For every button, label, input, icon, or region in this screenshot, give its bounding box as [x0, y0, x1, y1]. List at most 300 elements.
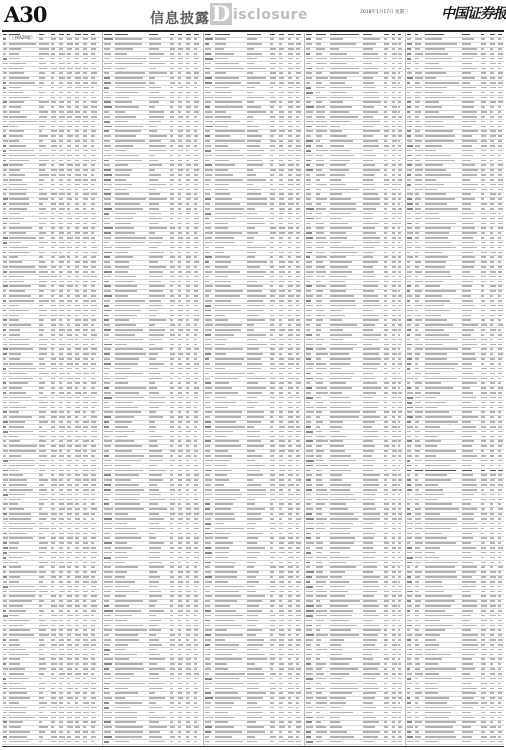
- table-cell-text: [59, 450, 62, 452]
- table-cell-text: [205, 625, 210, 627]
- table-cell-text: [205, 111, 212, 113]
- table-cell-text: [270, 150, 275, 152]
- table-cell-text: [270, 542, 273, 544]
- table-cell-text: [194, 223, 199, 225]
- table-cell-text: [205, 547, 211, 549]
- table-cell-text: [247, 310, 263, 312]
- table-cell-text: [178, 111, 181, 113]
- table-cell-text: [306, 130, 313, 132]
- table-cell-text: [59, 537, 64, 539]
- table-cell-text: [205, 72, 210, 74]
- table-cell-text: [149, 53, 164, 55]
- table-cell-text: [178, 537, 183, 539]
- table-cell-text: [270, 252, 273, 254]
- table-cell-text: [75, 218, 79, 220]
- table-cell-text: [75, 547, 79, 549]
- table-cell-text: [247, 184, 253, 186]
- table-cell-text: [67, 348, 71, 350]
- table-cell-text: [205, 470, 212, 472]
- table-cell-text: [3, 586, 8, 588]
- table-cell-text: [9, 688, 26, 690]
- table-cell-text: [75, 571, 79, 573]
- table-cell-text: [270, 692, 275, 694]
- table-cell-text: [296, 290, 301, 292]
- table-cell-text: [83, 426, 88, 428]
- table-cell-text: [51, 455, 56, 457]
- table-cell-text: [59, 600, 63, 602]
- table-cell-text: [288, 741, 294, 743]
- table-cell-text: [178, 436, 181, 438]
- table-cell-text: [67, 595, 72, 597]
- table-cell-text: [104, 537, 110, 539]
- table-cell-text: [270, 358, 274, 360]
- table-cell-text: [67, 663, 73, 665]
- table-cell-text: [104, 130, 109, 132]
- table-cell-text: [9, 135, 23, 137]
- table-cell-text: [296, 48, 300, 50]
- table-cell-text: [67, 508, 72, 510]
- table-cell-text: [115, 683, 145, 685]
- table-cell-text: [279, 319, 282, 321]
- table-cell-text: [170, 489, 175, 491]
- table-cell-text: [194, 184, 198, 186]
- table-cell-text: [270, 571, 274, 573]
- table-cell-text: [384, 150, 389, 152]
- table-cell-text: [59, 34, 64, 36]
- table-cell-text: [194, 581, 199, 583]
- table-cell-text: [149, 673, 159, 675]
- table-cell-text: [75, 450, 81, 452]
- table-cell-text: [186, 198, 191, 200]
- table-cell-text: [296, 77, 299, 79]
- table-cell-text: [91, 373, 95, 375]
- table-cell-text: [186, 431, 191, 433]
- table-cell-text: [205, 300, 212, 302]
- table-cell-text: [247, 92, 253, 94]
- table-cell-text: [75, 712, 81, 714]
- table-cell-text: [215, 348, 243, 350]
- table-cell-text: [59, 285, 64, 287]
- table-cell-text: [149, 600, 157, 602]
- table-cell-text: [194, 605, 198, 607]
- table-cell-text: [170, 426, 174, 428]
- table-cell-text: [270, 712, 274, 714]
- table-cell-text: [215, 218, 236, 220]
- table-cell-text: [178, 135, 183, 137]
- table-cell-text: [330, 126, 340, 128]
- table-cell-text: [115, 387, 146, 389]
- table-cell-text: [296, 247, 300, 249]
- table-cell-text: [104, 135, 111, 137]
- table-cell-text: [51, 184, 55, 186]
- table-cell-text: [170, 276, 175, 278]
- table-cell-text: [247, 319, 265, 321]
- table-cell-text: [316, 53, 322, 55]
- table-cell-text: [67, 34, 70, 36]
- table-cell-text: [270, 474, 275, 476]
- table-cell-text: [83, 494, 89, 496]
- table-cell-text: [39, 203, 43, 205]
- table-cell-text: [194, 135, 198, 137]
- table-cell-text: [288, 271, 291, 273]
- table-cell-text: [296, 121, 300, 123]
- table-cell-text: [51, 140, 56, 142]
- table-cell-text: [306, 82, 310, 84]
- table-cell-text: [115, 106, 139, 108]
- table-cell-text: [59, 503, 64, 505]
- table-cell-text: [178, 731, 181, 733]
- table-cell-text: [9, 169, 20, 171]
- table-cell-text: [270, 697, 274, 699]
- table-cell-text: [247, 605, 259, 607]
- table-cell-text: [51, 586, 54, 588]
- table-cell-text: [67, 542, 72, 544]
- table-cell-text: [205, 499, 210, 501]
- table-cell-text: [296, 445, 301, 447]
- table-cell-text: [9, 179, 22, 181]
- table-cell-text: [363, 87, 375, 89]
- table-cell-text: [91, 562, 96, 564]
- table-cell-text: [75, 503, 79, 505]
- table-cell-text: [59, 300, 64, 302]
- table-cell-text: [83, 368, 87, 370]
- table-cell-text: [3, 629, 6, 631]
- table-cell-text: [205, 411, 212, 413]
- table-cell-text: [279, 92, 284, 94]
- table-cell-text: [3, 300, 6, 302]
- table-cell-text: [83, 363, 88, 365]
- table-cell-text: [149, 58, 160, 60]
- table-cell-text: [115, 673, 134, 675]
- table-cell-text: [215, 300, 231, 302]
- table-cell-text: [170, 537, 173, 539]
- table-cell-text: [178, 53, 181, 55]
- table-cell-text: [9, 455, 21, 457]
- table-cell-text: [363, 106, 374, 108]
- table-cell-text: [247, 300, 263, 302]
- table-cell-text: [83, 198, 88, 200]
- table-cell-text: [205, 392, 212, 394]
- table-cell-text: [215, 387, 232, 389]
- table-cell-text: [205, 135, 210, 137]
- table-cell-text: [3, 402, 7, 404]
- table-cell-text: [9, 591, 36, 593]
- table-cell-text: [288, 663, 293, 665]
- table-cell-text: [296, 63, 300, 65]
- table-cell-text: [186, 353, 190, 355]
- table-cell-text: [104, 48, 110, 50]
- table-cell-text: [39, 116, 47, 118]
- table-cell-text: [91, 247, 97, 249]
- table-cell-text: [91, 256, 96, 258]
- table-cell-text: [178, 426, 181, 428]
- table-cell-text: [51, 688, 55, 690]
- table-cell-text: [75, 576, 81, 578]
- table-cell-text: [75, 421, 79, 423]
- table-cell-text: [296, 281, 300, 283]
- table-cell-text: [39, 605, 42, 607]
- table-cell-text: [9, 150, 34, 152]
- table-cell-text: [59, 470, 64, 472]
- table-cell-text: [279, 68, 283, 70]
- table-cell-text: [392, 63, 395, 65]
- table-cell-text: [104, 494, 110, 496]
- table-cell-text: [149, 620, 161, 622]
- table-cell-text: [39, 387, 44, 389]
- table-cell-text: [186, 101, 190, 103]
- table-cell-text: [296, 82, 300, 84]
- table-cell-text: [9, 252, 30, 254]
- table-cell-text: [115, 319, 129, 321]
- table-cell-text: [247, 34, 261, 36]
- table-cell-text: [270, 106, 274, 108]
- table-cell-text: [115, 600, 143, 602]
- table-cell-text: [205, 566, 210, 568]
- table-cell-text: [59, 232, 64, 234]
- table-cell-text: [205, 605, 210, 607]
- table-cell-text: [178, 179, 181, 181]
- table-cell-text: [194, 276, 199, 278]
- table-cell-text: [205, 169, 213, 171]
- table-cell-text: [104, 290, 111, 292]
- table-cell-text: [296, 198, 300, 200]
- table-cell-text: [39, 179, 44, 181]
- table-cell-text: [205, 557, 212, 559]
- table-cell-text: [270, 329, 275, 331]
- table-cell-text: [83, 232, 88, 234]
- table-cell-text: [91, 135, 95, 137]
- table-cell-text: [247, 663, 255, 665]
- table-cell-text: [330, 145, 344, 147]
- table-cell-text: [270, 731, 273, 733]
- table-cell-text: [170, 649, 173, 651]
- table-cell-text: [194, 97, 198, 99]
- table-cell-text: [51, 533, 55, 535]
- table-cell-text: [104, 218, 110, 220]
- table-cell-text: [215, 407, 228, 409]
- table-cell-text: [51, 116, 56, 118]
- table-cell-text: [170, 605, 173, 607]
- table-column: [305, 33, 403, 746]
- table-cell-text: [296, 537, 299, 539]
- table-cell-text: [83, 620, 87, 622]
- table-cell-text: [178, 252, 181, 254]
- table-cell-text: [83, 537, 87, 539]
- table-cell-text: [178, 470, 182, 472]
- table-cell-text: [83, 542, 88, 544]
- table-cell-text: [194, 227, 198, 229]
- table-cell-text: [186, 227, 189, 229]
- table-cell-text: [51, 717, 56, 719]
- table-cell-text: [3, 72, 7, 74]
- table-cell-text: [149, 610, 164, 612]
- table-cell-text: [194, 436, 197, 438]
- table-cell-text: [178, 557, 183, 559]
- table-cell-text: [194, 53, 197, 55]
- table-cell-text: [9, 552, 30, 554]
- table-cell-text: [330, 97, 353, 99]
- table-cell-text: [91, 421, 96, 423]
- table-cell-text: [115, 92, 138, 94]
- table-cell-text: [288, 489, 291, 491]
- table-cell-text: [91, 48, 96, 50]
- table-cell-text: [67, 140, 71, 142]
- table-cell-text: [205, 576, 212, 578]
- table-cell-text: [149, 692, 155, 694]
- table-cell-text: [279, 276, 283, 278]
- table-cell-text: [392, 87, 396, 89]
- table-cell-text: [115, 203, 140, 205]
- table-cell-text: [91, 285, 95, 287]
- table-cell-text: [247, 407, 254, 409]
- table-cell-text: [104, 503, 109, 505]
- table-cell-text: [3, 494, 8, 496]
- table-cell-text: [67, 126, 72, 128]
- table-cell-text: [39, 547, 47, 549]
- table-cell-text: [288, 348, 293, 350]
- table-cell-text: [149, 140, 161, 142]
- table-cell-text: [384, 121, 388, 123]
- table-cell-text: [178, 445, 182, 447]
- table-cell-text: [83, 450, 87, 452]
- table-cell-text: [104, 334, 109, 336]
- table-cell-text: [215, 290, 243, 292]
- table-cell-text: [170, 213, 174, 215]
- table-cell-text: [288, 436, 292, 438]
- table-cell-text: [296, 620, 301, 622]
- table-cell-text: [83, 629, 87, 631]
- table-cell-text: [247, 397, 257, 399]
- table-cell-text: [3, 474, 8, 476]
- table-cell-text: [215, 436, 227, 438]
- table-cell-text: [170, 68, 174, 70]
- table-cell-text: [178, 87, 183, 89]
- table-cell-text: [296, 513, 299, 515]
- table-cell-text: [104, 160, 109, 162]
- table-cell-text: [91, 707, 97, 709]
- table-cell-text: [83, 63, 87, 65]
- table-cell-text: [75, 595, 79, 597]
- table-cell-text: [67, 189, 71, 191]
- table-cell-text: [247, 450, 255, 452]
- table-cell-text: [149, 571, 157, 573]
- table-cell-text: [306, 92, 313, 94]
- table-cell-text: [75, 334, 78, 336]
- table-cell-text: [59, 688, 62, 690]
- table-cell-text: [3, 673, 6, 675]
- table-cell-text: [115, 97, 129, 99]
- table-cell-text: [178, 198, 181, 200]
- table-cell-text: [59, 145, 62, 147]
- table-cell-text: [270, 305, 274, 307]
- table-cell-text: [51, 605, 57, 607]
- table-cell-text: [39, 484, 44, 486]
- table-cell-text: [288, 513, 292, 515]
- table-cell-text: [296, 566, 299, 568]
- table-cell-text: [194, 353, 197, 355]
- table-cell-text: [296, 717, 300, 719]
- table-cell-text: [67, 130, 70, 132]
- table-cell-text: [194, 164, 198, 166]
- table-cell-text: [279, 683, 283, 685]
- table-cell-text: [186, 184, 189, 186]
- table-cell-text: [384, 77, 388, 79]
- table-cell-text: [194, 470, 198, 472]
- table-cell-text: [296, 261, 299, 263]
- table-cell-text: [205, 281, 209, 283]
- table-cell-text: [104, 547, 111, 549]
- table-cell-text: [186, 663, 191, 665]
- table-cell-text: [247, 562, 256, 564]
- table-cell-text: [91, 634, 95, 636]
- table-cell-text: [83, 717, 88, 719]
- table-cell-text: [170, 295, 174, 297]
- table-cell-text: [270, 736, 276, 738]
- table-cell-text: [59, 533, 64, 535]
- table-cell-text: [104, 731, 111, 733]
- table-cell-text: [9, 382, 28, 384]
- table-cell-text: [39, 34, 44, 36]
- table-cell-text: [279, 566, 284, 568]
- table-cell-text: [330, 53, 347, 55]
- table-cell-text: [149, 68, 156, 70]
- table-cell-text: [170, 266, 175, 268]
- table-cell-text: [205, 518, 211, 520]
- table-cell-text: [3, 479, 8, 481]
- table-cell-text: [59, 678, 64, 680]
- table-cell-text: [279, 620, 284, 622]
- table-cell-text: [83, 329, 88, 331]
- table-cell-text: [288, 658, 291, 660]
- table-cell-text: [39, 533, 43, 535]
- table-cell-text: [392, 145, 395, 147]
- table-cell-text: [67, 392, 71, 394]
- table-cell-text: [3, 223, 7, 225]
- table-cell-text: [75, 465, 78, 467]
- table-cell-text: [296, 402, 301, 404]
- table-cell-text: [104, 111, 109, 113]
- table-cell-text: [149, 189, 156, 191]
- table-cell-text: [170, 644, 175, 646]
- table-cell-text: [178, 116, 183, 118]
- table-cell-text: [270, 310, 273, 312]
- table-cell-text: [9, 227, 32, 229]
- table-cell-text: [288, 198, 293, 200]
- table-cell-text: [270, 615, 275, 617]
- table-cell-text: [178, 702, 181, 704]
- table-cell-text: [39, 629, 46, 631]
- table-cell-text: [91, 576, 95, 578]
- table-cell-text: [39, 513, 48, 515]
- table-cell-text: [51, 339, 55, 341]
- table-cell-text: [215, 562, 236, 564]
- table-cell-text: [9, 547, 18, 549]
- table-cell-text: [279, 160, 283, 162]
- table-cell-text: [67, 450, 70, 452]
- table-cell-text: [9, 276, 24, 278]
- table-cell-text: [149, 271, 163, 273]
- table-cell-text: [363, 58, 380, 60]
- table-cell-text: [270, 160, 274, 162]
- table-cell-text: [247, 465, 265, 467]
- table-cell-text: [149, 111, 164, 113]
- table-cell-text: [270, 373, 273, 375]
- table-cell-text: [186, 387, 189, 389]
- table-cell-text: [9, 155, 35, 157]
- table-cell-text: [75, 392, 81, 394]
- table-cell-text: [194, 315, 199, 317]
- table-cell-text: [91, 673, 94, 675]
